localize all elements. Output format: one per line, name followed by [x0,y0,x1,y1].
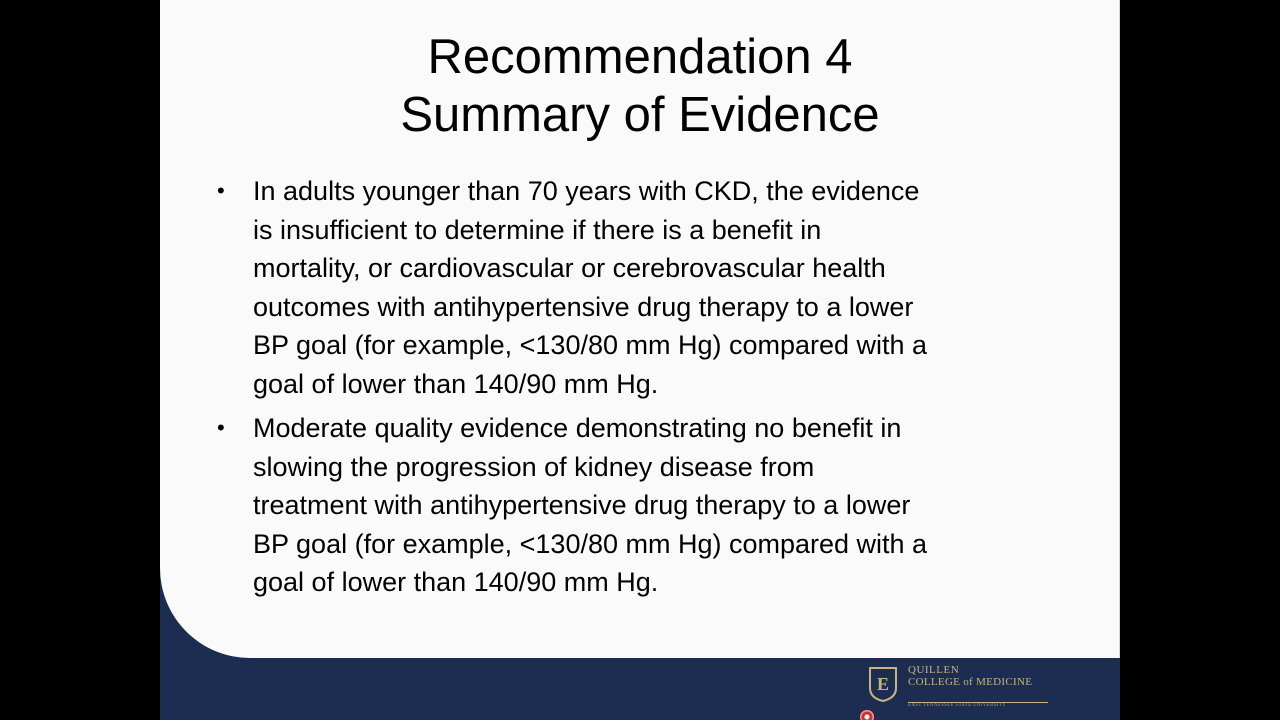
bullet-item [214,409,1074,602]
bullet-text-line: is insufficient to determine if there is a benefit in [253,214,822,245]
bullet-text-line: outcomes with antihypertensive drug therapy to a lower [253,291,914,322]
bullet-marker: • [217,178,225,203]
bullet-text-line: Moderate quality evidence demonstrating no benefit in [253,413,902,443]
bullet-text-line: In adults younger than 70 years with CKD, the evidence [253,176,920,206]
logo-line-university: EAST TENNESSEE STATE UNIVERSITY [908,703,1007,708]
quillen-college-logo [866,662,1050,716]
shield-letter: E [876,674,890,694]
bullet-item [214,172,1074,403]
bullet-text-line: goal of lower than 140/90 mm Hg. [253,567,659,597]
slide-title-line-1: Recommendation 4 [427,30,853,84]
logo-line-quillen: QUILLEN [908,664,960,676]
slide-content-panel [160,0,1120,658]
bullet-text-line: BP goal (for example, <130/80 mm Hg) compared with a [253,330,928,360]
bullet-text-line: goal of lower than 140/90 mm Hg. [253,368,659,399]
bullet-text-line: BP goal (for example, <130/80 mm Hg) compared with a [253,528,928,559]
logo-text [908,664,1032,710]
logo-divider [908,702,1048,703]
bullet-text-line: mortality, or cardiovascular or cerebrovascular health [253,253,886,283]
logo-line-college: COLLEGE of MEDICINE [908,676,1033,688]
laser-pointer-icon [860,710,874,720]
bullet-text-line: slowing the progression of kidney disease from [253,451,815,482]
bullet-list [214,172,1074,608]
slide [160,0,1120,720]
slide-title-line-2: Summary of Evidence [400,88,880,142]
slide-title [160,28,1120,144]
bullet-marker: • [217,415,225,440]
shield-icon [868,666,898,702]
bullet-text-line: treatment with antihypertensive drug therapy to a lower [253,490,911,520]
